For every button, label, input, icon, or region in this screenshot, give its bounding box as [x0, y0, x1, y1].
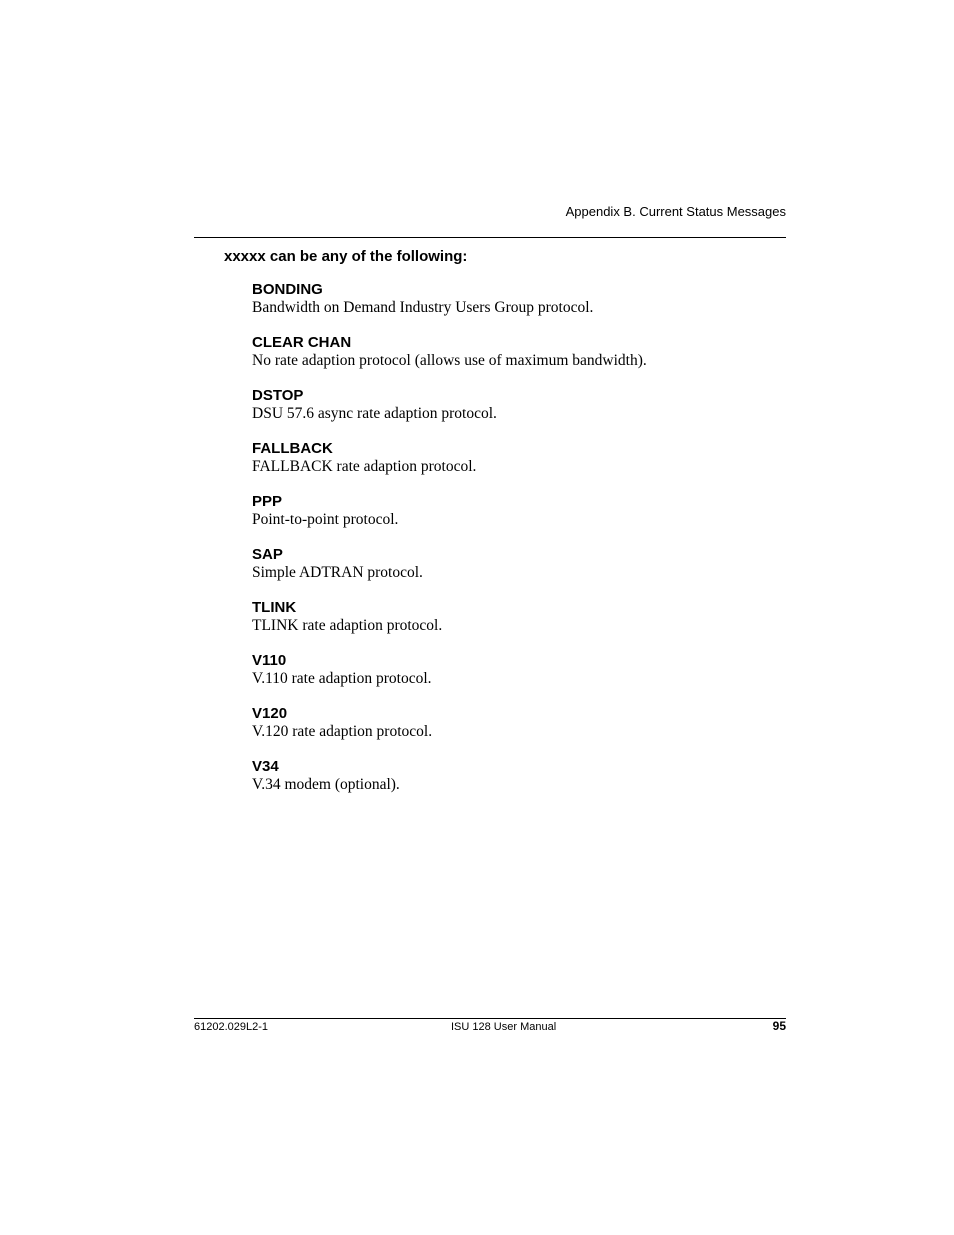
header-rule [194, 237, 786, 238]
term-entry-v120 [252, 705, 647, 758]
term-entry-bonding [252, 281, 647, 334]
term-name: V34 [252, 758, 279, 775]
term-description: Simple ADTRAN protocol. [252, 564, 423, 581]
section-heading: xxxxx can be any of the following: [224, 248, 468, 265]
term-name: TLINK [252, 599, 297, 616]
running-header: Appendix B. Current Status Messages [565, 204, 786, 219]
term-description: No rate adaption protocol (allows use of maximum bandwidth). [252, 352, 647, 369]
footer-doc-number: 61202.029L2-1 [194, 1021, 269, 1033]
term-entry-sap [252, 546, 647, 599]
footer-manual-title: ISU 128 User Manual [451, 1021, 557, 1033]
term-name: V120 [252, 705, 288, 722]
term-name: SAP [252, 546, 283, 563]
term-entry-fallback [252, 440, 647, 493]
term-entry-clear-chan [252, 334, 647, 387]
footer-rule [194, 1018, 786, 1019]
term-list [252, 281, 647, 811]
term-entry-v110 [252, 652, 647, 705]
term-description: V.120 rate adaption protocol. [252, 723, 433, 740]
term-name: PPP [252, 493, 283, 510]
term-name: DSTOP [252, 387, 304, 404]
footer-page-number: 95 [772, 1019, 786, 1033]
term-description: V.34 modem (optional). [252, 776, 400, 793]
term-description: Bandwidth on Demand Industry Users Group protocol. [252, 299, 594, 316]
term-description: TLINK rate adaption protocol. [252, 617, 443, 634]
term-name: CLEAR CHAN [252, 334, 352, 351]
term-name: V110 [252, 652, 287, 669]
term-description: DSU 57.6 async rate adaption protocol. [252, 405, 497, 422]
term-description: Point-to-point protocol. [252, 511, 399, 528]
term-entry-ppp [252, 493, 647, 546]
term-name: FALLBACK [252, 440, 333, 457]
term-entry-dstop [252, 387, 647, 440]
term-entry-tlink [252, 599, 647, 652]
term-entry-v34 [252, 758, 647, 811]
term-description: FALLBACK rate adaption protocol. [252, 458, 477, 475]
term-description: V.110 rate adaption protocol. [252, 670, 432, 687]
term-name: BONDING [252, 281, 323, 298]
